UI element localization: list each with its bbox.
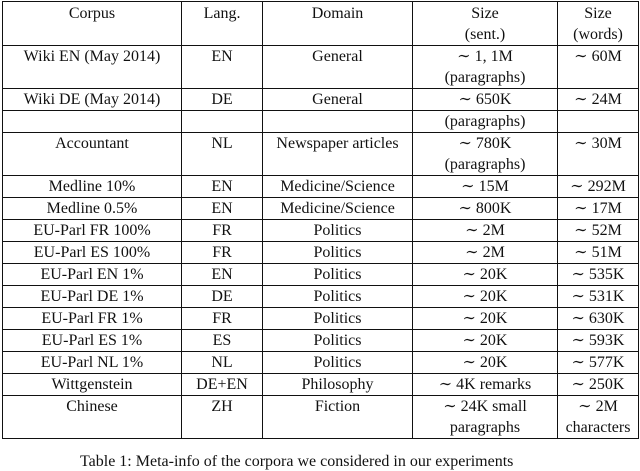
cell-text: Medicine/Science bbox=[280, 200, 395, 217]
cell-text: (paragraphs) bbox=[444, 113, 526, 130]
table-cell bbox=[558, 220, 639, 242]
table-cell bbox=[558, 46, 639, 89]
cell-text: Politics bbox=[313, 288, 362, 305]
cell-text: ES bbox=[212, 332, 232, 349]
table-cell bbox=[558, 242, 639, 264]
table-cell bbox=[3, 46, 182, 89]
corpus-table bbox=[2, 1, 639, 439]
column-header bbox=[182, 2, 263, 46]
table-cell bbox=[182, 242, 263, 264]
table-cell bbox=[413, 220, 558, 242]
cell-text: General bbox=[312, 48, 363, 65]
table-cell bbox=[3, 396, 182, 439]
cell-text: Politics bbox=[313, 266, 362, 283]
table-cell bbox=[263, 111, 413, 133]
table-cell bbox=[558, 133, 639, 176]
table-cell bbox=[263, 352, 413, 374]
cell-text: Newspaper articles bbox=[276, 135, 399, 152]
cell-text: ∼ 20K bbox=[462, 266, 508, 283]
table-cell bbox=[558, 89, 639, 111]
cell-text: ∼ 292M bbox=[570, 178, 626, 195]
cell-text: ∼ 15M bbox=[461, 178, 509, 195]
cell-text: Fiction bbox=[314, 398, 361, 415]
cell-text: EN bbox=[211, 48, 233, 65]
table-cell bbox=[263, 176, 413, 198]
table-row bbox=[3, 286, 639, 308]
cell-text: Chinese bbox=[66, 398, 118, 415]
table-cell bbox=[413, 286, 558, 308]
column-header bbox=[558, 2, 639, 46]
cell-text: ∼ 60M bbox=[574, 48, 622, 65]
cell-text: Politics bbox=[313, 222, 362, 239]
table-cell bbox=[182, 111, 263, 133]
table-cell bbox=[413, 111, 558, 133]
table-cell bbox=[413, 89, 558, 111]
table-cell bbox=[558, 198, 639, 220]
table-cell bbox=[558, 176, 639, 198]
table-cell bbox=[263, 242, 413, 264]
cell-text: FR bbox=[212, 244, 232, 261]
cell-text: ∼ 20K bbox=[462, 332, 508, 349]
table-row bbox=[3, 374, 639, 396]
cell-text: ∼ 20K bbox=[462, 310, 508, 327]
cell-text: EU-Parl FR 100% bbox=[33, 222, 151, 239]
table-cell bbox=[263, 220, 413, 242]
table-cell bbox=[558, 308, 639, 330]
table-cell bbox=[3, 89, 182, 111]
table-row bbox=[3, 308, 639, 330]
table-row bbox=[3, 111, 639, 133]
cell-text: EU-Parl FR 1% bbox=[41, 310, 143, 327]
cell-text: DE bbox=[211, 288, 233, 305]
cell-text: Politics bbox=[313, 354, 362, 371]
table-cell bbox=[413, 242, 558, 264]
cell-text: ∼ 24K small bbox=[443, 398, 527, 415]
table-row bbox=[3, 220, 639, 242]
table-cell bbox=[558, 396, 639, 439]
cell-text: FR bbox=[212, 310, 232, 327]
table-cell bbox=[182, 352, 263, 374]
table-cell bbox=[413, 176, 558, 198]
table-cell bbox=[413, 46, 558, 89]
cell-text: Medicine/Science bbox=[280, 178, 395, 195]
cell-text: Accountant bbox=[55, 135, 129, 152]
cell-text: EU-Parl EN 1% bbox=[40, 266, 144, 283]
table-caption: Table 1: Meta-info of the corpora we considered in our experiments bbox=[80, 453, 514, 470]
table-cell bbox=[263, 198, 413, 220]
cell-text: ∼ 630K bbox=[571, 310, 625, 327]
table-cell bbox=[558, 352, 639, 374]
table-cell bbox=[263, 396, 413, 439]
table-cell bbox=[263, 286, 413, 308]
table-cell bbox=[182, 198, 263, 220]
table-cell bbox=[182, 330, 263, 352]
header-row bbox=[3, 2, 639, 46]
cell-text: Size bbox=[471, 5, 499, 22]
table-cell bbox=[3, 133, 182, 176]
cell-text: ZH bbox=[211, 398, 233, 415]
cell-text: ∼ 51M bbox=[574, 244, 622, 261]
cell-text: Medline 10% bbox=[48, 178, 136, 195]
cell-text: (paragraphs) bbox=[444, 69, 526, 86]
cell-text: ∼ 2M bbox=[578, 398, 618, 415]
cell-text: ∼ 30M bbox=[574, 135, 622, 152]
table-row bbox=[3, 46, 639, 89]
table-cell bbox=[3, 220, 182, 242]
cell-text: ∼ 531K bbox=[571, 288, 625, 305]
cell-text: EN bbox=[211, 200, 233, 217]
table-cell bbox=[182, 133, 263, 176]
table-cell bbox=[3, 111, 182, 133]
cell-text: ∼ 1, 1M bbox=[457, 48, 513, 65]
table-cell bbox=[413, 352, 558, 374]
cell-text: ∼ 650K bbox=[458, 91, 512, 108]
table-cell bbox=[558, 374, 639, 396]
table-cell bbox=[263, 89, 413, 111]
table-cell bbox=[413, 133, 558, 176]
column-header bbox=[413, 2, 558, 46]
cell-text: EU-Parl ES 1% bbox=[41, 332, 143, 349]
cell-text: ∼ 535K bbox=[571, 266, 625, 283]
table-cell bbox=[182, 286, 263, 308]
cell-text: paragraphs bbox=[449, 419, 521, 436]
cell-text: characters bbox=[565, 419, 631, 436]
cell-text: Politics bbox=[313, 332, 362, 349]
table-cell bbox=[263, 374, 413, 396]
cell-text: ∼ 52M bbox=[574, 222, 622, 239]
cell-text: Wiki DE (May 2014) bbox=[23, 91, 161, 108]
cell-text: ∼ 2M bbox=[465, 244, 505, 261]
table-row bbox=[3, 89, 639, 111]
cell-text: ∼ 577K bbox=[571, 354, 625, 371]
table-cell bbox=[263, 308, 413, 330]
table-cell bbox=[3, 286, 182, 308]
table-cell bbox=[263, 264, 413, 286]
cell-text: (sent.) bbox=[464, 26, 506, 43]
table-cell bbox=[263, 330, 413, 352]
table-cell bbox=[3, 374, 182, 396]
column-header bbox=[3, 2, 182, 46]
cell-text: ∼ 20K bbox=[462, 354, 508, 371]
cell-text: Wiki EN (May 2014) bbox=[23, 48, 161, 65]
table-cell bbox=[413, 308, 558, 330]
table-row bbox=[3, 352, 639, 374]
table-cell bbox=[182, 308, 263, 330]
cell-text: (words) bbox=[573, 26, 623, 43]
table-row bbox=[3, 176, 639, 198]
cell-text: ∼ 20K bbox=[462, 288, 508, 305]
cell-text: ∼ 250K bbox=[571, 376, 625, 393]
table-cell bbox=[182, 264, 263, 286]
table-row bbox=[3, 396, 639, 439]
table-row bbox=[3, 330, 639, 352]
cell-text: NL bbox=[211, 135, 233, 152]
table-row bbox=[3, 242, 639, 264]
table-cell bbox=[558, 330, 639, 352]
table-cell bbox=[182, 374, 263, 396]
cell-text: EU-Parl ES 100% bbox=[33, 244, 151, 261]
cell-text: ∼ 2M bbox=[465, 222, 505, 239]
cell-text: ∼ 24M bbox=[574, 91, 622, 108]
cell-text: Wittgenstein bbox=[51, 376, 133, 393]
table-cell bbox=[413, 264, 558, 286]
cell-text: Size bbox=[584, 5, 612, 22]
cell-text: EN bbox=[211, 178, 233, 195]
table-row bbox=[3, 133, 639, 176]
table-cell bbox=[182, 220, 263, 242]
cell-text: EU-Parl NL 1% bbox=[40, 354, 144, 371]
table-cell bbox=[413, 330, 558, 352]
cell-text: Lang. bbox=[203, 5, 241, 22]
table-cell bbox=[182, 46, 263, 89]
table-cell bbox=[413, 374, 558, 396]
table-cell bbox=[558, 264, 639, 286]
cell-text: EN bbox=[211, 266, 233, 283]
table-cell bbox=[3, 198, 182, 220]
cell-text: ∼ 593K bbox=[571, 332, 625, 349]
table-row bbox=[3, 264, 639, 286]
cell-text: NL bbox=[211, 354, 233, 371]
column-header bbox=[263, 2, 413, 46]
table-cell bbox=[413, 396, 558, 439]
table-cell bbox=[3, 176, 182, 198]
table-cell bbox=[558, 111, 639, 133]
cell-text: (paragraphs) bbox=[444, 156, 526, 173]
table-row bbox=[3, 198, 639, 220]
table-cell bbox=[3, 242, 182, 264]
table-cell bbox=[263, 133, 413, 176]
cell-text: EU-Parl DE 1% bbox=[40, 288, 144, 305]
cell-text: FR bbox=[212, 222, 232, 239]
table-cell bbox=[3, 264, 182, 286]
table-cell bbox=[558, 286, 639, 308]
table-cell bbox=[182, 89, 263, 111]
cell-text: Politics bbox=[313, 244, 362, 261]
cell-text: Philosophy bbox=[301, 376, 374, 393]
cell-text: DE+EN bbox=[196, 376, 248, 393]
table-cell bbox=[413, 198, 558, 220]
table-cell bbox=[3, 330, 182, 352]
table-cell bbox=[3, 308, 182, 330]
cell-text: ∼ 780K bbox=[458, 135, 512, 152]
table-cell bbox=[182, 176, 263, 198]
cell-text: ∼ 4K remarks bbox=[438, 376, 532, 393]
cell-text: Politics bbox=[313, 310, 362, 327]
table-cell bbox=[182, 396, 263, 439]
table-cell bbox=[263, 46, 413, 89]
cell-text: Domain bbox=[311, 5, 364, 22]
cell-text: ∼ 800K bbox=[458, 200, 512, 217]
cell-text: Medline 0.5% bbox=[46, 200, 138, 217]
cell-text: General bbox=[312, 91, 363, 108]
cell-text: DE bbox=[211, 91, 233, 108]
table-cell bbox=[3, 352, 182, 374]
cell-text: ∼ 17M bbox=[574, 200, 622, 217]
cell-text: Corpus bbox=[68, 5, 116, 22]
